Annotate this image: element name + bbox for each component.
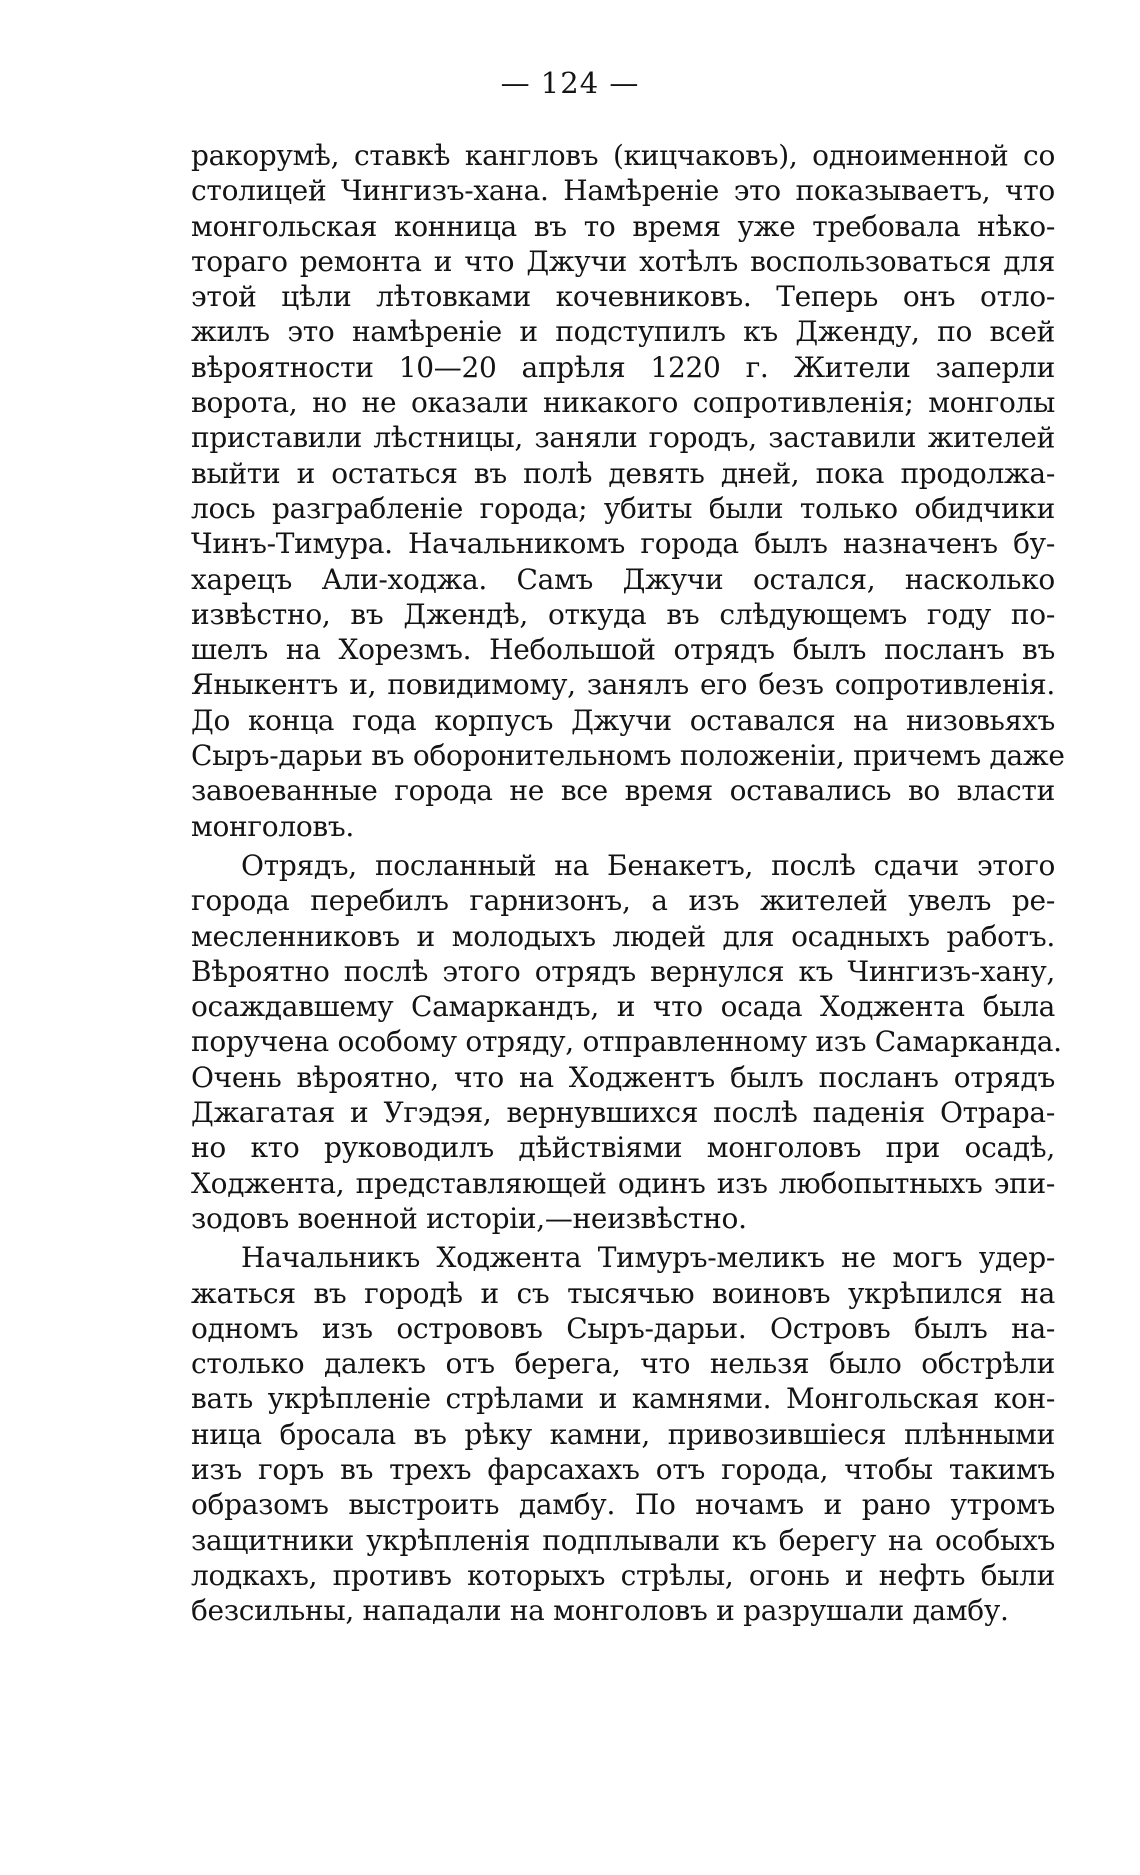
text-line: Вѣроятно послѣ этого отрядъ вернулся къ Чингизъ-хану, [191, 954, 1055, 988]
text-line: Джагатая и Угэдэя, вернувшихся послѣ паденія Отрара- [191, 1096, 1055, 1130]
text-line: лось разграбленіе города; убиты были только обидчики [191, 491, 1055, 525]
text-line: жилъ это намѣреніе и подступилъ къ Дженду, по всей [191, 315, 1055, 349]
paragraph [191, 848, 1062, 1236]
text-line: изъ горъ въ трехъ фарсахахъ отъ города, чтобы такимъ [191, 1452, 1055, 1486]
text-line: Сыръ-дарьи въ оборонительномъ положеніи, причемъ даже [191, 739, 1065, 773]
text-line: лодкахъ, противъ которыхъ стрѣлы, огонь и нефть были [191, 1558, 1055, 1592]
text-line: города перебилъ гарнизонъ, а изъ жителей увелъ ре- [191, 884, 1055, 918]
text-line: но кто руководилъ дѣйствіями монголовъ при осадѣ, [191, 1131, 1055, 1165]
text-line: ница бросала въ рѣку камни, привозившіеся плѣнными [191, 1417, 1055, 1451]
text-line: защитники укрѣпленія подплывали къ берегу на особыхъ [191, 1523, 1055, 1557]
text-line: столько далекъ отъ берега, что нельзя было обстрѣли [191, 1347, 1055, 1381]
text-line: приставили лѣстницы, заняли городъ, заставили жителей [191, 421, 1055, 455]
page-number: — 124 — [500, 66, 640, 100]
text-line: поручена особому отряду, отправленному изъ Самарканда. [191, 1025, 1062, 1059]
text-line: шелъ на Хорезмъ. Небольшой отрядъ былъ посланъ въ [191, 633, 1055, 667]
text-line: вать укрѣпленіе стрѣлами и камнями. Монгольская кон- [191, 1382, 1055, 1416]
text-line: Начальникъ Ходжента Тимуръ-меликъ не могъ удер- [241, 1241, 1055, 1275]
text-line: образомъ выстроить дамбу. По ночамъ и рано утромъ [191, 1488, 1055, 1522]
text-line: монголовъ. [191, 809, 354, 843]
text-line: выйти и остаться въ полѣ девять дней, пока продолжа- [191, 456, 1055, 490]
paragraph [191, 1240, 1055, 1628]
text-line: тораго ремонта и что Джучи хотѣлъ воспользоваться для [191, 244, 1055, 278]
text-line: Ходжента, представляющей одинъ изъ любопытныхъ эпи- [191, 1166, 1055, 1200]
text-line: столицей Чингизъ-хана. Намѣреніе это показываетъ, что [191, 174, 1055, 208]
text-line: вѣроятности 10—20 апрѣля 1220 г. Жители заперли [191, 350, 1055, 384]
paragraph [191, 138, 1065, 844]
text-line: зодовъ военной исторіи,—неизвѣстно. [191, 1201, 747, 1235]
text-line: одномъ изъ острововъ Сыръ-дарьи. Островъ былъ на- [191, 1311, 1055, 1345]
text-line: жаться въ городѣ и съ тысячью воиновъ укрѣпился на [191, 1276, 1055, 1310]
text-line: месленниковъ и молодыхъ людей для осадныхъ работъ. [191, 919, 1055, 953]
text-line: Отрядъ, посланный на Бенакетъ, послѣ сдачи этого [241, 848, 1055, 882]
text-line: безсильны, нападали на монголовъ и разрушали дамбу. [191, 1594, 1009, 1628]
body-text [191, 138, 1065, 1628]
text-line: осаждавшему Самаркандъ, и что осада Ходжента была [191, 990, 1055, 1024]
text-line: ракорумѣ, ставкѣ кангловъ (кицчаковъ), одноименной со [191, 139, 1055, 172]
text-line: Очень вѣроятно, что на Ходжентъ былъ посланъ отрядъ [191, 1060, 1055, 1094]
text-line: этой цѣли лѣтовками кочевниковъ. Теперь онъ отло- [191, 280, 1055, 314]
text-line: монгольская конница въ то время уже требовала нѣко- [191, 209, 1055, 243]
text-line: ворота, но не оказали никакого сопротивленія; монголы [191, 386, 1055, 420]
text-line: завоеванные города не все время оставались во власти [191, 774, 1055, 808]
text-line: харецъ Али-ходжа. Самъ Джучи остался, насколько [191, 562, 1055, 596]
text-line: Яныкентъ и, повидимому, занялъ его безъ сопротивленія. [191, 668, 1055, 702]
text-line: До конца года корпусъ Джучи оставался на низовьяхъ [191, 703, 1055, 737]
text-line: извѣстно, въ Джендѣ, откуда въ слѣдующемъ году по- [191, 597, 1055, 631]
text-line: Чинъ-Тимура. Начальникомъ города былъ назначенъ бу- [191, 527, 1055, 561]
